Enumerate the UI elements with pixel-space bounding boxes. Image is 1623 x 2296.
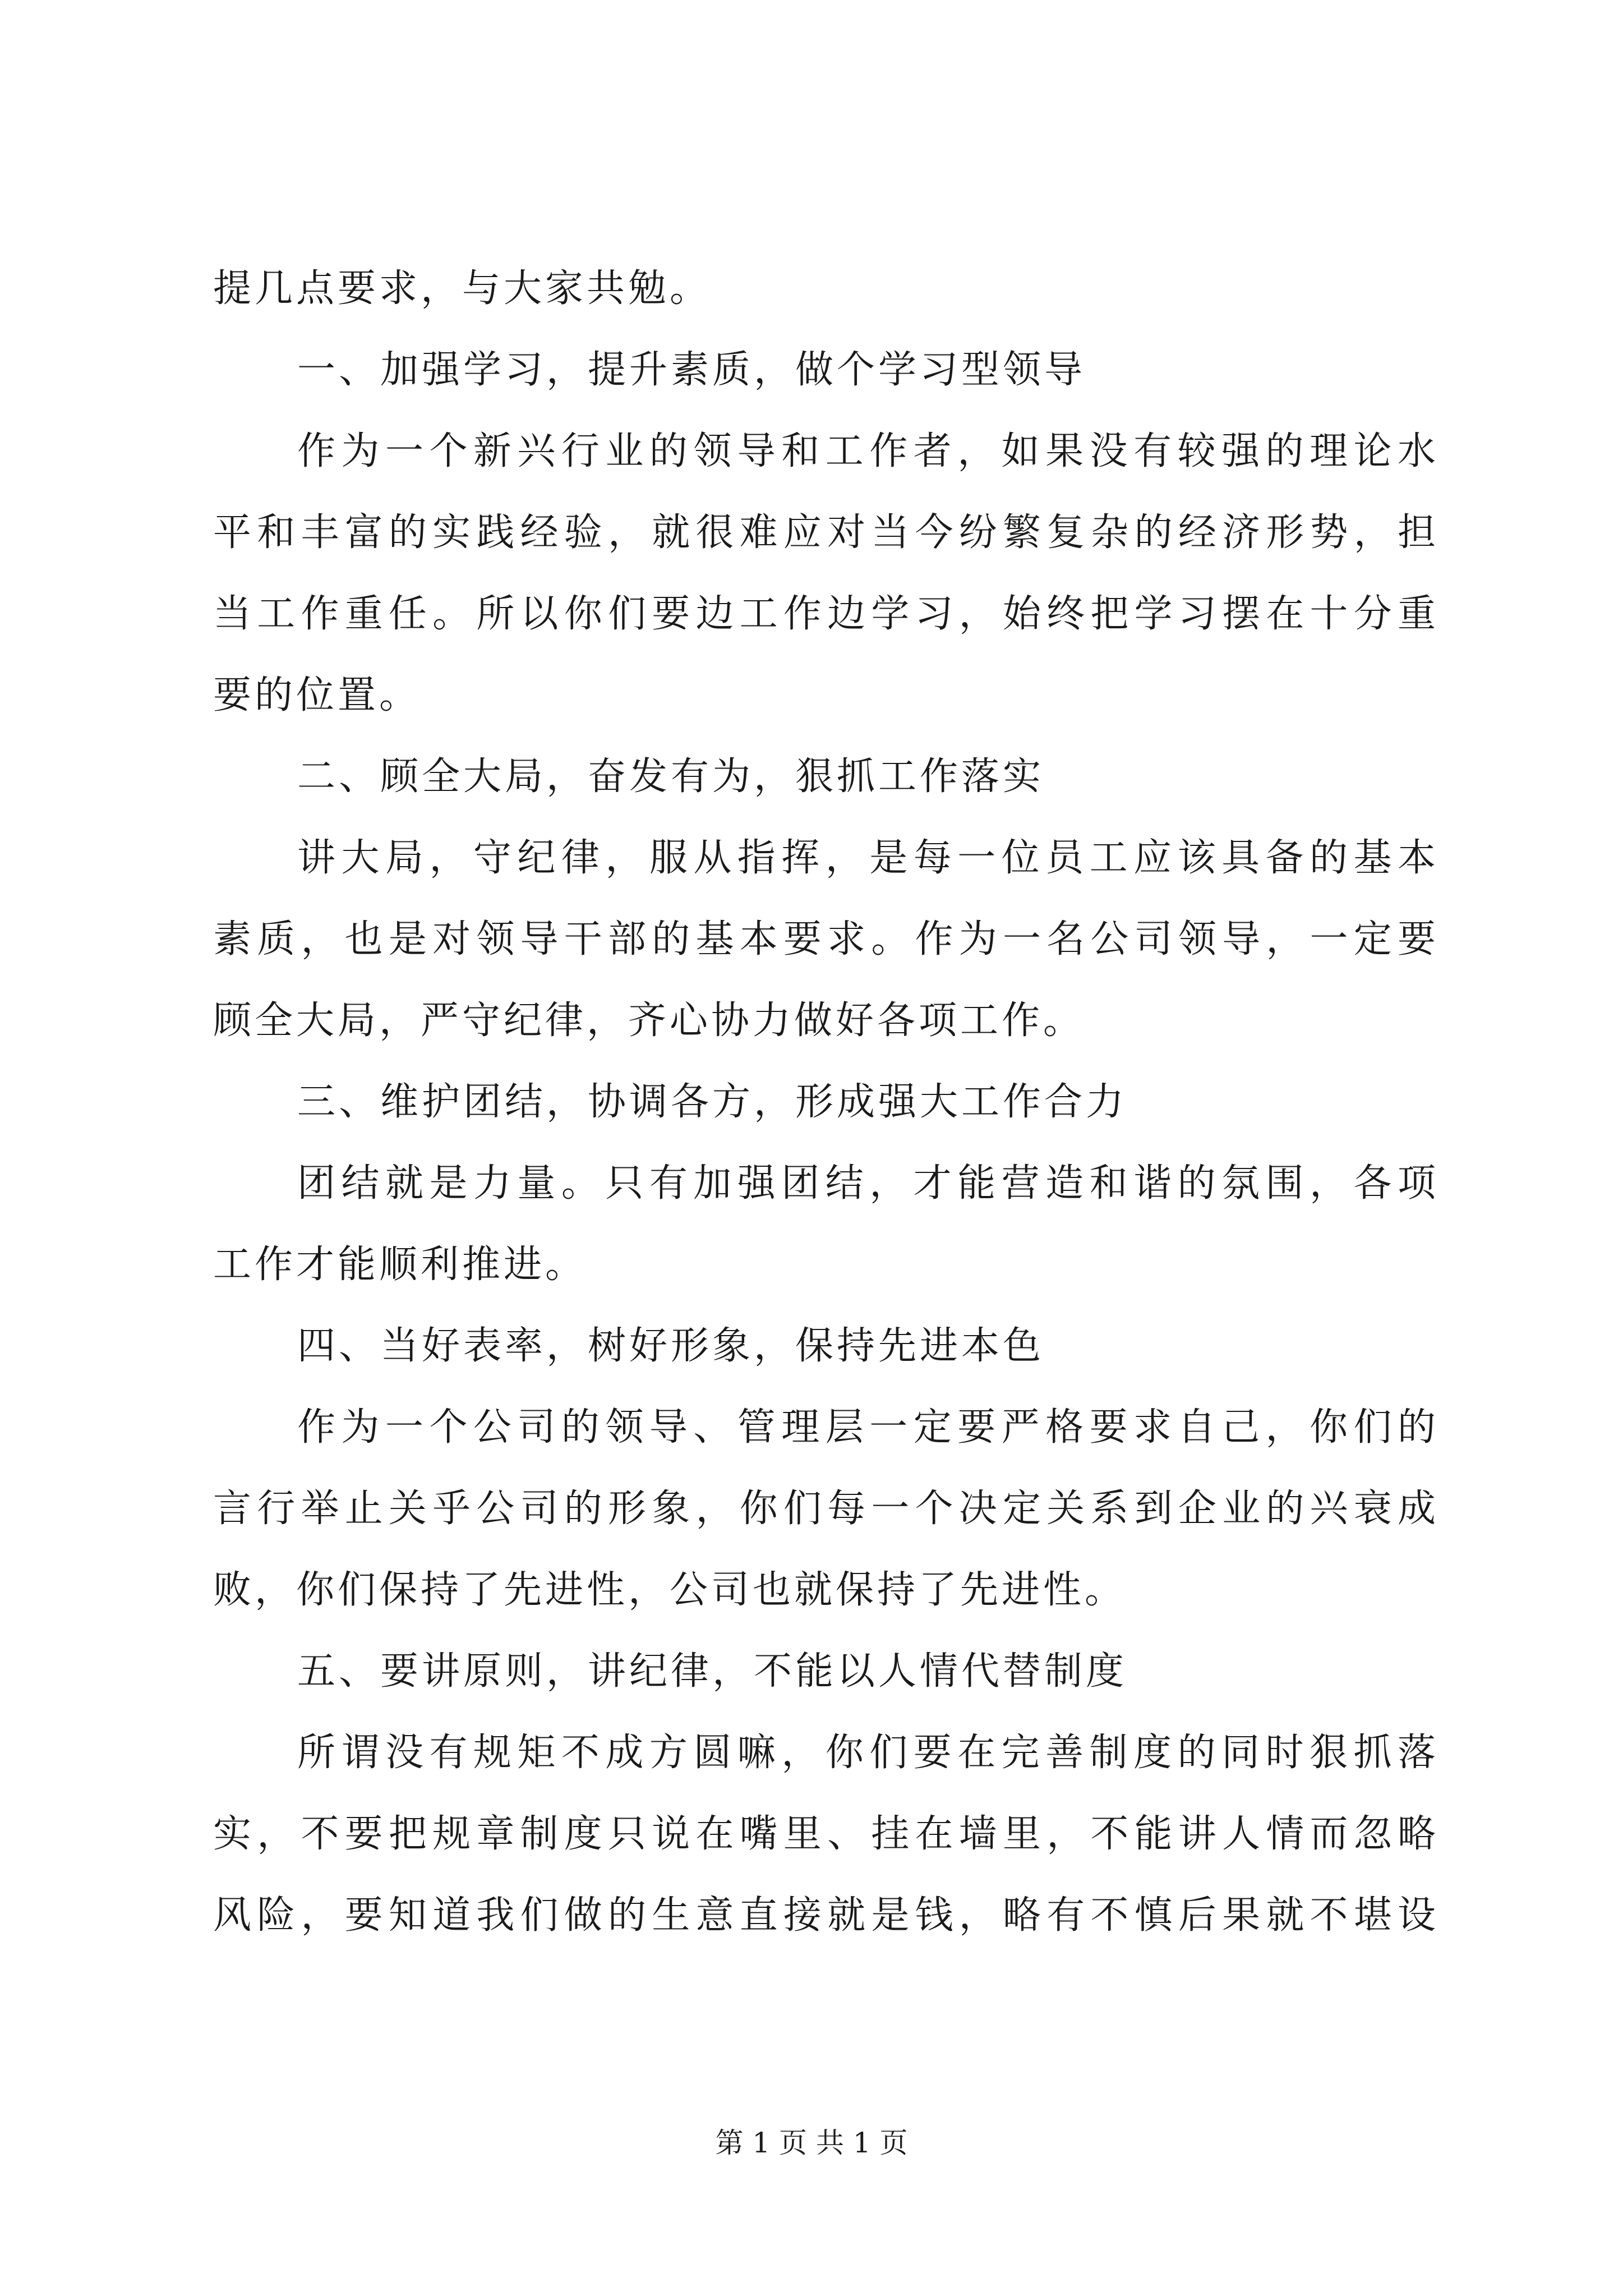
paragraph-line: 提几点要求，与大家共勉。 xyxy=(213,266,712,311)
paragraph-line: 当工作重任。所以你们要边工作边学习，始终把学习摆在十分重 xyxy=(213,592,1436,636)
section-heading-4: 四、当好表率，树好形象，保持先进本色 xyxy=(297,1324,1045,1368)
paragraph-line: 工作才能顺利推进。 xyxy=(213,1243,587,1287)
page-footer xyxy=(0,2123,1623,2162)
paragraph-line: 败，你们保持了先进性，公司也就保持了先进性。 xyxy=(213,1568,1127,1612)
section-heading-5: 五、要讲原则，讲纪律，不能以人情代替制度 xyxy=(297,1649,1128,1694)
section-heading-1: 一、加强学习，提升素质，做个学习型领导 xyxy=(297,348,1086,392)
paragraph-line: 平和丰富的实践经验，就很难应对当今纷繁复杂的经济形势，担 xyxy=(213,510,1436,555)
paragraph-line: 风险，要知道我们做的生意直接就是钱，略有不慎后果就不堪设 xyxy=(213,1893,1436,1938)
paragraph-line: 言行举止关乎公司的形象，你们每一个决定关系到企业的兴衰成 xyxy=(213,1487,1436,1531)
paragraph-line: 素质，也是对领导干部的基本要求。作为一名公司领导，一定要 xyxy=(213,917,1436,961)
paragraph-line: 要的位置。 xyxy=(213,673,421,717)
paragraph-line: 团结就是力量。只有加强团结，才能营造和谐的氛围，各项 xyxy=(297,1161,1436,1205)
page-number-label: 第 1 页 共 1 页 xyxy=(715,2127,908,2159)
section-heading-2: 二、顾全大局，奋发有为，狠抓工作落实 xyxy=(297,754,1045,799)
section-heading-3: 三、维护团结，协调各方，形成强大工作合力 xyxy=(297,1080,1128,1124)
paragraph-line: 所谓没有规矩不成方圆嘛，你们要在完善制度的同时狠抓落 xyxy=(297,1731,1436,1775)
paragraph-line: 顾全大局，严守纪律，齐心协力做好各项工作。 xyxy=(213,999,1085,1043)
paragraph-line: 作为一个新兴行业的领导和工作者，如果没有较强的理论水 xyxy=(297,429,1436,473)
paragraph-line: 作为一个公司的领导、管理层一定要严格要求自己，你们的 xyxy=(297,1405,1436,1450)
paragraph-line: 实，不要把规章制度只说在嘴里、挂在墙里，不能讲人情而忽略 xyxy=(213,1812,1436,1856)
paragraph-line: 讲大局，守纪律，服从指挥，是每一位员工应该具备的基本 xyxy=(297,836,1436,880)
